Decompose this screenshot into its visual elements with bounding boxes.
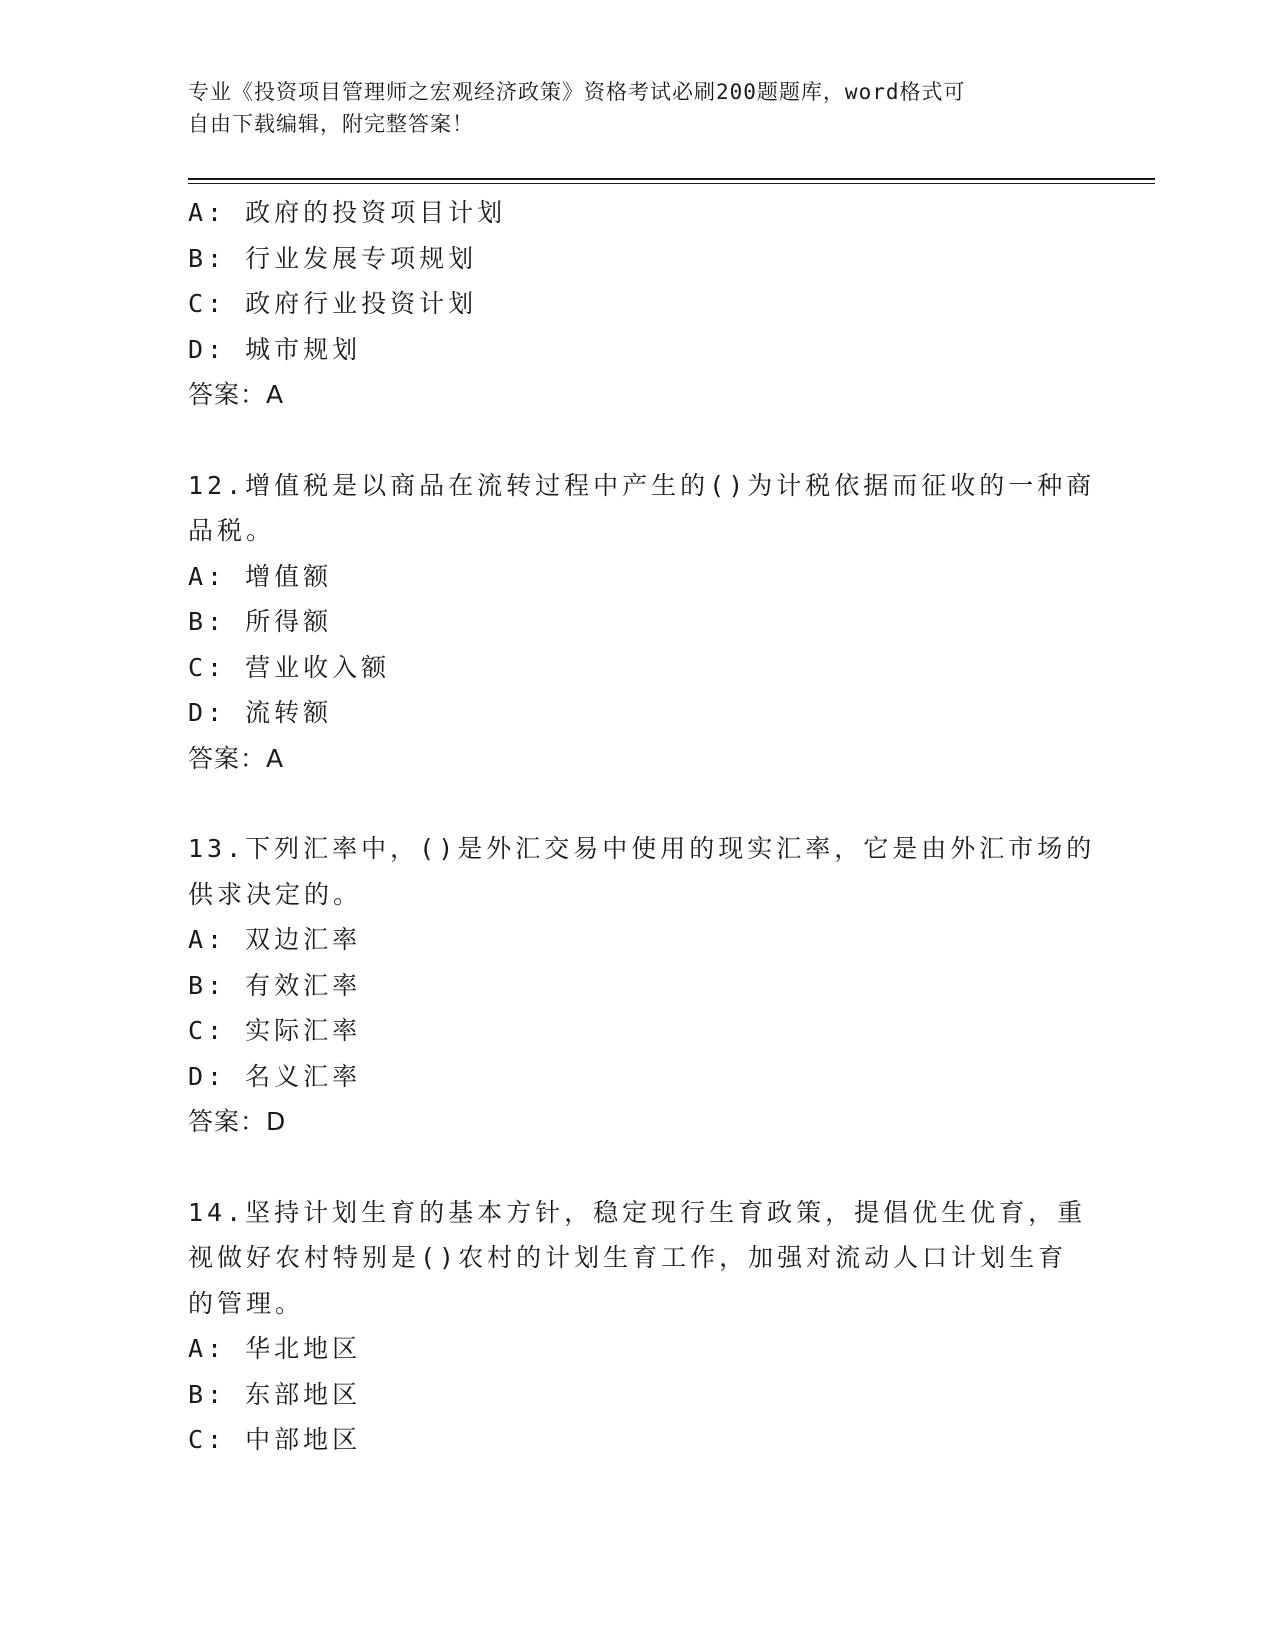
header-line-1: 专业《投资项目管理师之宏观经济政策》资格考试必刷200题题库，word格式可 [188, 80, 966, 104]
question-text-line: 品税。 [188, 516, 276, 545]
question-text-line: 14.坚持计划生育的基本方针，稳定现行生育政策，提倡优生优育，重 [188, 1197, 1087, 1227]
document-body [188, 190, 1096, 1463]
option-d: D: 流转额 [188, 698, 333, 727]
option-c: C: 实际汇率 [188, 1016, 362, 1045]
header-line-2: 自由下载编辑，附完整答案！ [188, 112, 474, 136]
option-c: C: 中部地区 [188, 1425, 362, 1454]
option-d: D: 名义汇率 [188, 1061, 362, 1091]
option-c: C: 政府行业投资计划 [188, 289, 478, 318]
question-13 [188, 826, 1096, 1145]
answer: 答案：A [188, 380, 285, 409]
spacer [188, 1145, 1088, 1190]
answer: 答案：A [188, 743, 285, 773]
header-divider [188, 178, 1155, 184]
option-a: A: 华北地区 [188, 1334, 362, 1363]
question-11-options [188, 190, 1088, 418]
question-text-line: 12.增值税是以商品在流转过程中产生的()为计税依据而征收的一种商 [188, 470, 1096, 500]
option-b: B: 所得额 [188, 607, 333, 636]
option-c: C: 营业收入额 [188, 652, 391, 682]
spacer [188, 418, 1088, 463]
spacer [188, 781, 1088, 826]
option-b: B: 有效汇率 [188, 970, 362, 1000]
document-header [188, 76, 1088, 140]
question-text-line: 的管理。 [188, 1288, 305, 1318]
option-b: B: 东部地区 [188, 1379, 362, 1409]
option-a: A: 政府的投资项目计划 [188, 198, 507, 227]
answer: 答案：D [188, 1107, 287, 1136]
option-a: A: 增值额 [188, 561, 333, 591]
option-d: D: 城市规划 [188, 334, 362, 364]
question-text-line: 13.下列汇率中，()是外汇交易中使用的现实汇率，它是由外汇市场的 [188, 834, 1096, 863]
question-14 [188, 1190, 1088, 1463]
question-text-line: 供求决定的。 [188, 879, 363, 909]
question-text-line: 视做好农村特别是()农村的计划生育工作，加强对流动人口计划生育 [188, 1243, 1068, 1272]
question-12 [188, 463, 1096, 782]
option-a: A: 双边汇率 [188, 925, 362, 954]
option-b: B: 行业发展专项规划 [188, 243, 478, 273]
